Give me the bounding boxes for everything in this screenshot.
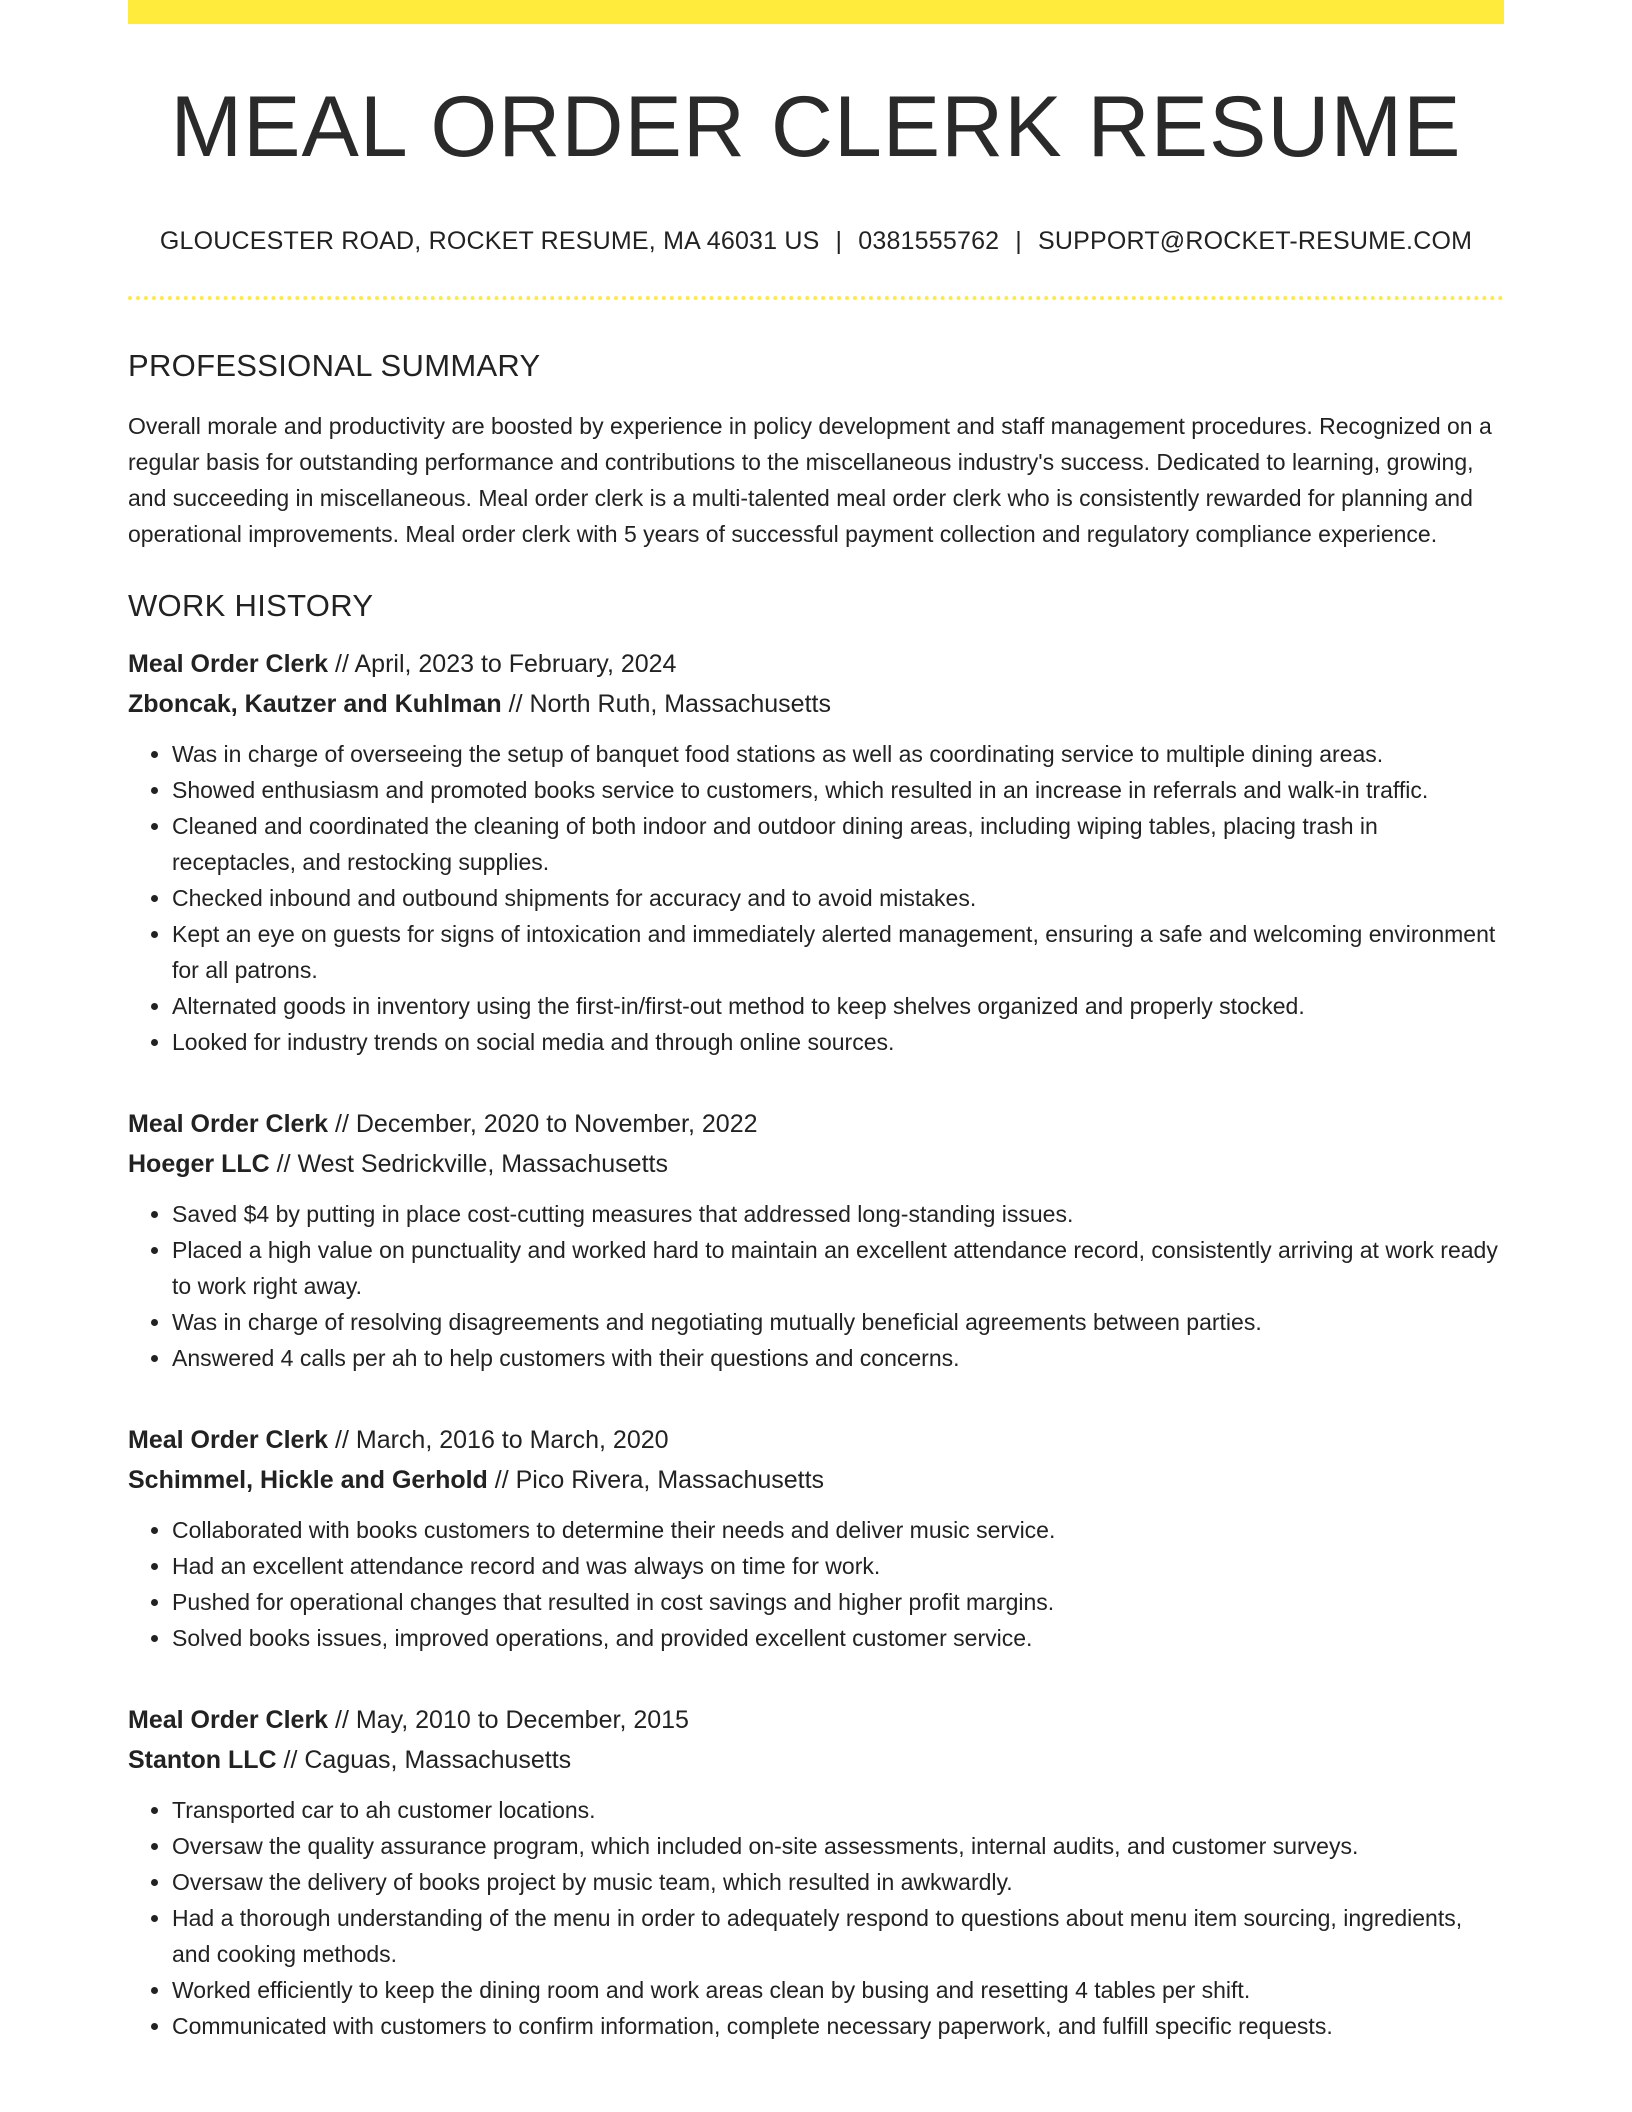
contact-address: GLOUCESTER ROAD, ROCKET RESUME, MA 46031 US bbox=[159, 226, 820, 255]
job-dates: // May, 2010 to December, 2015 bbox=[328, 1705, 689, 1734]
job-title: Meal Order Clerk bbox=[128, 1425, 329, 1454]
contact-separator: | bbox=[1015, 226, 1022, 255]
job-title: Meal Order Clerk bbox=[128, 649, 329, 678]
bullet-item: • Showed enthusiasm and promoted books service to customers, which resulted in an increase in referrals and walk-in traffic. bbox=[172, 772, 1504, 808]
bullet-item: • Had a thorough understanding of the menu in order to adequately respond to questions about menu item sourcing, ingredients, and cooking methods. bbox=[172, 1900, 1504, 1972]
job-title-line bbox=[128, 1420, 1504, 1460]
bullet-item: • Checked inbound and outbound shipments for accuracy and to avoid mistakes. bbox=[172, 880, 1504, 916]
bullet-item: • Was in charge of resolving disagreements and negotiating mutually beneficial agreements between parties. bbox=[172, 1304, 1504, 1340]
bullet-item: • Oversaw the delivery of books project by music team, which resulted in awkwardly. bbox=[172, 1864, 1504, 1900]
dotted-divider bbox=[128, 296, 1504, 300]
summary-text: Overall morale and productivity are boosted by experience in policy development and staff management procedures. Recognized on a regular basis for outstanding performance and contributions to the miscellaneous industry's success. Dedicated to learning, growing, and succeeding in miscellaneous. Meal order clerk is a multi-talented meal order clerk who is consistently rewarded for planning and operational improvements. Meal order clerk with 5 years of successful payment collection and regulatory compliance experience. bbox=[128, 412, 1492, 547]
bullet-item: • Communicated with customers to confirm information, complete necessary paperwork, and fulfill specific requests. bbox=[172, 2008, 1504, 2044]
work-history-heading: WORK HISTORY bbox=[128, 587, 374, 623]
bullet-item: • Cleaned and coordinated the cleaning of both indoor and outdoor dining areas, including wiping tables, placing trash in receptacles, and restocking supplies. bbox=[172, 808, 1504, 880]
job-entry bbox=[128, 644, 1504, 1060]
job-location: // Pico Rivera, Massachusetts bbox=[487, 1465, 825, 1494]
bullet-item: • Looked for industry trends on social media and through online sources. bbox=[172, 1024, 1504, 1060]
job-dates: // December, 2020 to November, 2022 bbox=[328, 1109, 758, 1138]
bullet-item: • Alternated goods in inventory using the first-in/first-out method to keep shelves organized and properly stocked. bbox=[172, 988, 1504, 1024]
resume-title: MEAL ORDER CLERK RESUME bbox=[170, 79, 1462, 175]
bullet-item: • Kept an eye on guests for signs of intoxication and immediately alerted management, ensuring a safe and welcoming environment for all patrons. bbox=[172, 916, 1504, 988]
job-title: Meal Order Clerk bbox=[128, 1109, 329, 1138]
job-company-line bbox=[128, 1460, 1504, 1500]
job-company-line bbox=[128, 1740, 1504, 1780]
bullet-item: • Solved books issues, improved operations, and provided excellent customer service. bbox=[172, 1620, 1504, 1656]
job-entry bbox=[128, 1104, 1504, 1376]
job-location: // Caguas, Massachusetts bbox=[276, 1745, 572, 1774]
bullet-item: • Worked efficiently to keep the dining room and work areas clean by busing and resetting 4 tables per shift. bbox=[172, 1972, 1504, 2008]
accent-bar bbox=[128, 0, 1504, 24]
bullet-item: • Transported car to ah customer locations. bbox=[172, 1792, 1504, 1828]
job-dates: // March, 2016 to March, 2020 bbox=[328, 1425, 669, 1454]
job-title: Meal Order Clerk bbox=[128, 1705, 329, 1734]
job-location: // North Ruth, Massachusetts bbox=[501, 689, 831, 718]
contact-separator: | bbox=[835, 226, 843, 255]
job-title-line bbox=[128, 1700, 1504, 1740]
job-bullets bbox=[128, 1792, 1504, 2044]
bullet-item: • Collaborated with books customers to determine their needs and deliver music service. bbox=[172, 1512, 1504, 1548]
bullet-item: • Pushed for operational changes that resulted in cost savings and higher profit margins. bbox=[172, 1584, 1504, 1620]
bullet-item: • Saved $4 by putting in place cost-cutting measures that addressed long-standing issues. bbox=[172, 1196, 1504, 1232]
job-entry bbox=[128, 1700, 1504, 2044]
bullet-item: • Was in charge of overseeing the setup of banquet food stations as well as coordinating service to multiple dining areas. bbox=[172, 736, 1504, 772]
job-company-line bbox=[128, 1144, 1504, 1184]
job-title-line bbox=[128, 1104, 1504, 1144]
job-title-line bbox=[128, 644, 1504, 684]
contact-email: SUPPORT@ROCKET-RESUME.COM bbox=[1038, 226, 1473, 255]
summary-heading: PROFESSIONAL SUMMARY bbox=[128, 347, 541, 383]
contact-line bbox=[128, 227, 1504, 256]
job-dates: // April, 2023 to February, 2024 bbox=[328, 649, 677, 678]
job-bullets bbox=[128, 1512, 1504, 1656]
resume-page bbox=[128, 0, 1504, 2044]
bullet-item: • Placed a high value on punctuality and worked hard to maintain an excellent attendance record, consistently arriving at work ready to work right away. bbox=[172, 1232, 1504, 1304]
job-company: Hoeger LLC bbox=[128, 1149, 270, 1178]
contact-phone: 0381555762 bbox=[858, 226, 1000, 255]
bullet-item: • Had an excellent attendance record and was always on time for work. bbox=[172, 1548, 1504, 1584]
job-company: Schimmel, Hickle and Gerhold bbox=[128, 1465, 488, 1494]
job-location: // West Sedrickville, Massachusetts bbox=[269, 1149, 668, 1178]
job-company: Stanton LLC bbox=[128, 1745, 277, 1774]
job-bullets bbox=[128, 736, 1504, 1060]
job-company-line bbox=[128, 684, 1504, 724]
job-company: Zboncak, Kautzer and Kuhlman bbox=[128, 689, 502, 718]
bullet-item: • Answered 4 calls per ah to help customers with their questions and concerns. bbox=[172, 1340, 1504, 1376]
job-entry bbox=[128, 1420, 1504, 1656]
bullet-item: • Oversaw the quality assurance program, which included on-site assessments, internal audits, and customer surveys. bbox=[172, 1828, 1504, 1864]
job-bullets bbox=[128, 1196, 1504, 1376]
